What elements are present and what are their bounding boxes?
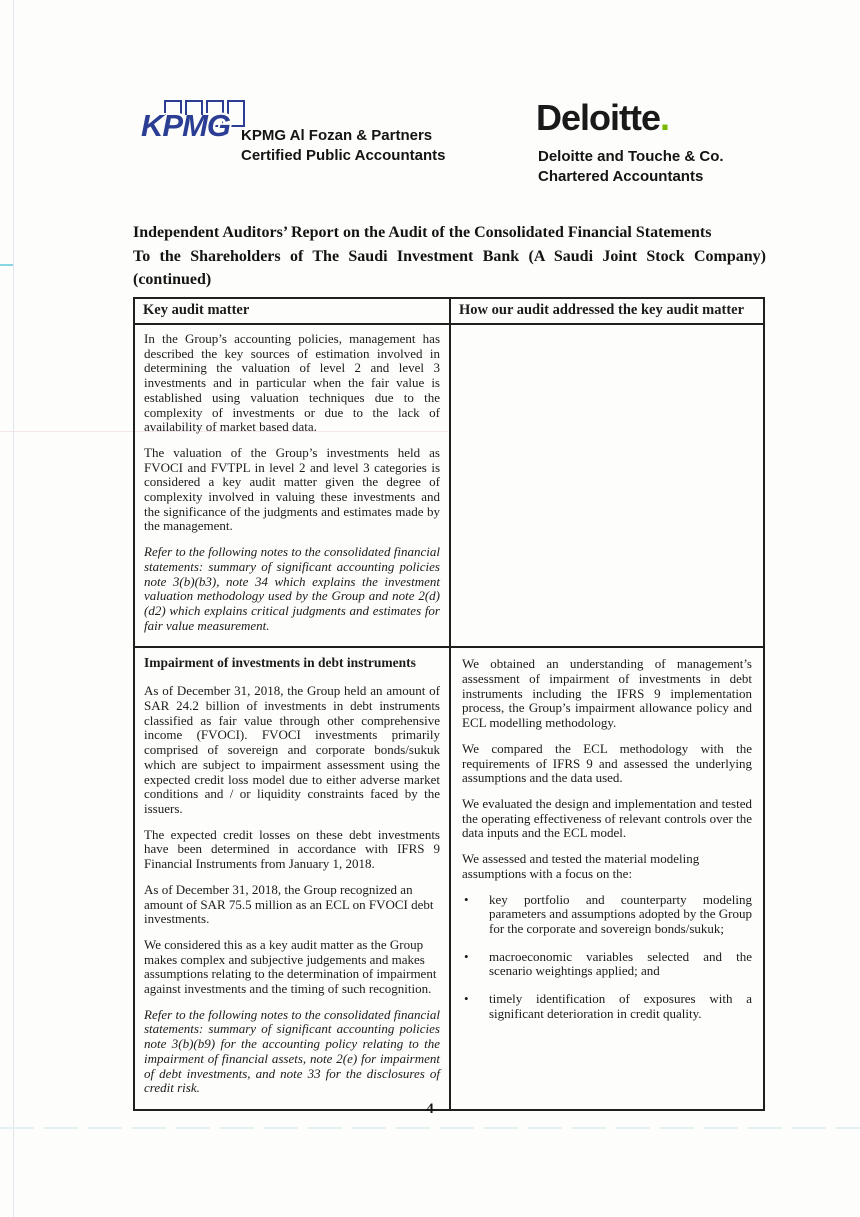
key-audit-matter-table — [133, 297, 765, 1111]
kpmg-firm-name: KPMG Al Fozan & Partners — [241, 127, 433, 144]
impairment-audit-response-cell — [451, 648, 763, 1109]
kpmg-firm-subtitle: Certified Public Accountants — [241, 146, 446, 164]
report-title-line3: (continued) — [133, 271, 212, 288]
column-header-key-audit-matter: Key audit matter — [135, 299, 451, 323]
impairment-key-audit-matter-cell — [135, 648, 451, 1109]
bullet-text: macroeconomic variables selected and the scenario weightings applied; and — [489, 948, 752, 979]
bullet-text: timely identification of exposures with a significant deterioration in credit quality. — [489, 991, 752, 1021]
valuation-key-audit-matter-cell — [135, 325, 451, 646]
kam-reference-paragraph: Refer to the following notes to the consolidated financial statements: summary of significant accounting policies note 3(b)(b3), note 34 which explains the investment valuation methodology used by the Group and note 2(d)(d2) which explains critical judgments and estimates for fair value measurement. — [144, 544, 440, 633]
kam-paragraph: In the Group’s accounting policies, management has described the key sources of estimation involved in determining the valuation of level 2 and level 3 investments and in particular when the fair value is established using valuation techniques due to the complexity of investments or due to the lack of availability of market based data. — [144, 331, 440, 435]
bullet-text: key portfolio and counterparty modeling parameters and assumptions adopted by the Group for the corporate and sovereign bonds/sukuk; — [489, 891, 752, 936]
deloitte-firm-subtitle: Chartered Accountants — [538, 168, 704, 185]
audit-response-paragraph: We assessed and tested the material modeling assumptions with a focus on the: — [462, 851, 700, 881]
impairment-heading: Impairment of investments in debt instruments — [144, 655, 416, 671]
deloitte-green-dot: . — [660, 97, 670, 138]
bullet-dot: • — [464, 948, 469, 964]
kam-paragraph: As of December 31, 2018, the Group held an amount of SAR 24.2 billion of investments in debt instruments classified as fair value through other comprehensive income (FVOCI). FVOCI investments primarily comprised of sovereign and corporate bonds/sukuk which are subject to impairment assessment using the expected credit loss model due to either adverse market conditions and / or liquidity constraints faced by the issuers. — [144, 683, 440, 816]
bullet-dot: • — [464, 991, 469, 1007]
report-title-line1: Independent Auditors’ Report on the Audit of the Consolidated Financial Statements — [133, 224, 712, 241]
table-row-impairment — [135, 648, 763, 1109]
deloitte-wordmark: Deloitte — [536, 97, 661, 138]
deloitte-firm-name-block — [538, 147, 724, 187]
kam-paragraph: We considered this as a key audit matter as the Group makes complex and subjective judgements and makes assumptions relating to the determination of impairment against investments and the timing of such recognition. — [144, 936, 437, 997]
kam-paragraph: The valuation of the Group’s investments held as FVOCI and FVTPL in level 2 and level 3 categories is considered a key audit matter given the degree of complexity involved in valuing these investments and the significance of the judgments and estimates made by the management. — [144, 444, 440, 534]
column-header-audit-response: How our audit addressed the key audit matter — [459, 302, 745, 318]
kpmg-logo-icon — [141, 100, 251, 148]
report-title — [133, 221, 766, 292]
audit-response-paragraph: We obtained an understanding of management’s assessment of impairment of investments in debt instruments including the IFRS 9 implementation process, the Group’s impairment allowance policy and ECL modelling methodology. — [462, 656, 752, 731]
kpmg-wordmark: KPMG — [141, 108, 230, 143]
valuation-audit-response-cell — [451, 325, 763, 646]
report-title-line2: To the Shareholders of The Saudi Investment Bank (A Saudi Joint Stock Company) — [133, 247, 766, 265]
audit-response-paragraph: We compared the ECL methodology with the requirements of IFRS 9 and assessed the underlying assumptions and the data used. — [462, 740, 752, 786]
kpmg-firm-name-block — [241, 126, 445, 165]
bullet-dot: • — [464, 891, 469, 907]
page-number: 4 — [426, 1101, 434, 1117]
deloitte-logo-icon — [536, 97, 669, 139]
table-header-row — [135, 299, 763, 325]
kam-paragraph: The expected credit losses on these debt investments have been determined in accordance with IFRS 9 Financial Instruments from January 1, 2018. — [144, 826, 440, 872]
audit-response-bullet — [462, 893, 752, 937]
scan-artifact-cyan-tick — [0, 264, 13, 266]
table-row-valuation — [135, 325, 763, 648]
kam-paragraph: As of December 31, 2018, the Group recognized an amount of SAR 75.5 million as an ECL on FVOCI debt investments. — [144, 881, 434, 927]
scan-artifact-bottom-dashes — [0, 1127, 860, 1129]
audit-response-bullet — [462, 992, 752, 1021]
audit-response-bullet — [462, 950, 752, 979]
deloitte-firm-name: Deloitte and Touche & Co. — [538, 148, 724, 165]
audit-response-paragraph: We evaluated the design and implementation and tested the operating effectiveness of relevant controls over the data inputs and the ECL model. — [462, 795, 752, 841]
kam-reference-paragraph: Refer to the following notes to the consolidated financial statements: summary of significant accounting policies note 3(b)(b9) for the accounting policy relating to the impairment of financial assets, note 2(e) for impairment of debt investments, and note 33 for the disclosures of credit risk. — [144, 1006, 440, 1096]
scan-artifact-vertical-line — [13, 0, 14, 1217]
